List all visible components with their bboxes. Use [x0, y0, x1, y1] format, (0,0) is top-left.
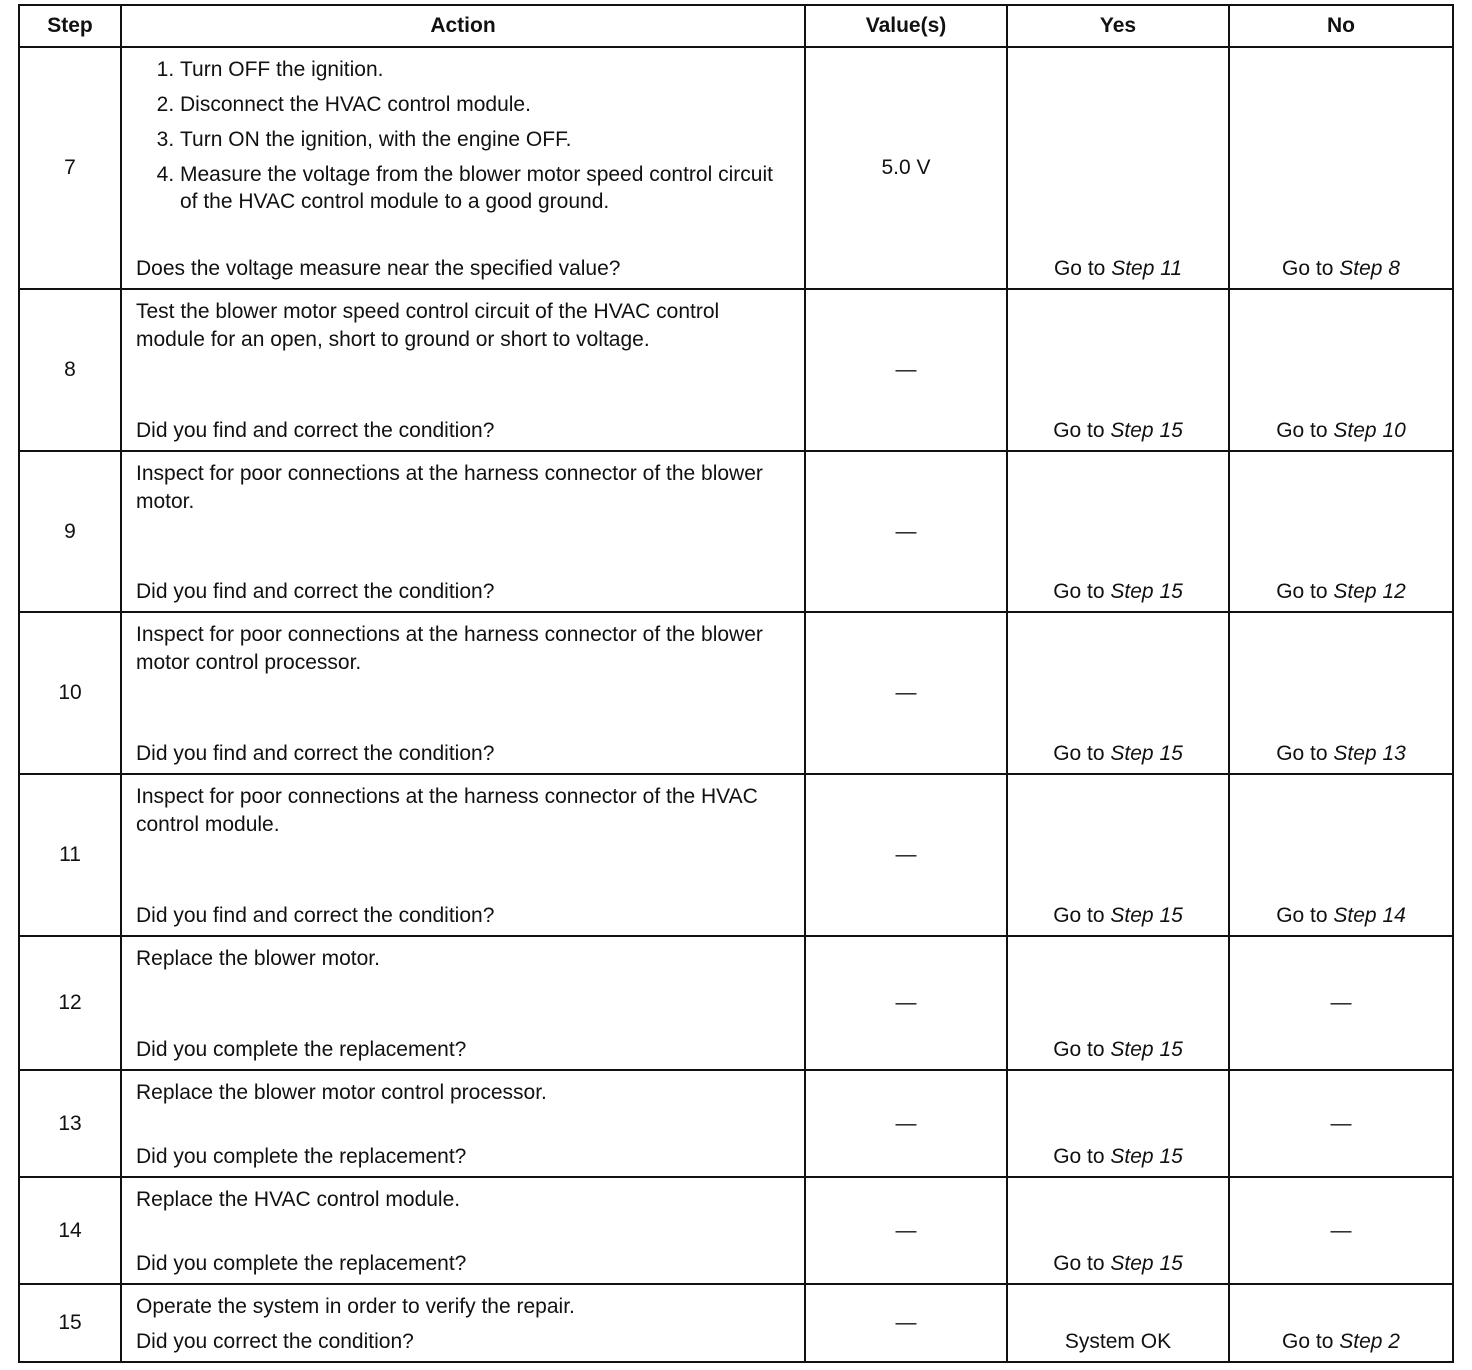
- yes-goto: Go to Step 15: [1053, 580, 1183, 603]
- step-number: 12: [19, 936, 121, 1070]
- step-number: 13: [19, 1070, 121, 1177]
- yes-goto: Go to Step 15: [1053, 742, 1183, 765]
- action-question: Did you find and correct the condition?: [136, 580, 495, 603]
- step-number: 7: [19, 47, 121, 289]
- step-number: 8: [19, 289, 121, 451]
- step-number: 10: [19, 612, 121, 774]
- yes-cell: [1007, 774, 1229, 936]
- table-row: [19, 936, 1453, 1070]
- action-question: Did you find and correct the condition?: [136, 904, 495, 927]
- list-item: 4. Measure the voltage from the blower motor speed control circuit of the HVAC control module to a good ground.: [180, 161, 790, 215]
- value-cell: —: [805, 612, 1007, 774]
- action-question: Did you complete the replacement?: [136, 1038, 467, 1061]
- action-text: Inspect for poor connections at the harness connector of the HVAC control module.: [136, 785, 758, 836]
- action-text: Replace the blower motor.: [136, 947, 380, 970]
- action-text: Inspect for poor connections at the harness connector of the blower motor control processor.: [136, 623, 763, 674]
- action-cell: [121, 451, 805, 612]
- list-item: 3. Turn ON the ignition, with the engine OFF.: [180, 126, 790, 153]
- yes-goto: Go to Step 15: [1053, 1145, 1183, 1168]
- table-row: [19, 451, 1453, 612]
- value-cell: —: [805, 1177, 1007, 1284]
- yes-goto: Go to Step 15: [1053, 419, 1183, 442]
- action-text: Replace the blower motor control processor.: [136, 1081, 547, 1104]
- yes-cell: [1007, 289, 1229, 451]
- table-row: [19, 1070, 1453, 1177]
- table-row: [19, 1284, 1453, 1362]
- action-question: Did you complete the replacement?: [136, 1145, 467, 1168]
- action-cell: [121, 1070, 805, 1177]
- action-text: Inspect for poor connections at the harness connector of the blower motor.: [136, 462, 763, 513]
- table-row: [19, 289, 1453, 451]
- value-cell: 5.0 V: [805, 47, 1007, 289]
- no-goto: Go to Step 13: [1276, 742, 1406, 765]
- no-cell: [1229, 451, 1453, 612]
- no-cell: —: [1229, 1070, 1453, 1177]
- no-cell: [1229, 289, 1453, 451]
- yes-cell: [1007, 451, 1229, 612]
- yes-goto: Go to Step 11: [1053, 257, 1183, 280]
- yes-cell: [1007, 1070, 1229, 1177]
- no-cell: —: [1229, 936, 1453, 1070]
- header-action: Action: [121, 5, 805, 47]
- yes-goto: Go to Step 15: [1053, 1038, 1183, 1061]
- yes-goto: Go to Step 15: [1053, 1252, 1183, 1275]
- no-cell: [1229, 47, 1453, 289]
- action-question: Did you complete the replacement?: [136, 1252, 467, 1275]
- yes-cell: [1007, 47, 1229, 289]
- header-no: No: [1229, 5, 1453, 47]
- step-number: 15: [19, 1284, 121, 1362]
- action-text: Test the blower motor speed control circuit of the HVAC control module for an open, short to ground or short to voltage.: [136, 300, 720, 351]
- no-cell: [1229, 612, 1453, 774]
- action-question: Did you find and correct the condition?: [136, 419, 495, 442]
- no-cell: —: [1229, 1177, 1453, 1284]
- action-text: Operate the system in order to verify the repair.: [136, 1295, 575, 1318]
- no-goto: Go to Step 10: [1276, 419, 1406, 442]
- yes-cell: [1007, 936, 1229, 1070]
- header-step: Step: [19, 5, 121, 47]
- yes-cell: [1007, 1284, 1229, 1362]
- table-row: [19, 47, 1453, 289]
- step-number: 9: [19, 451, 121, 612]
- action-question: Does the voltage measure near the specified value?: [136, 257, 621, 280]
- header-row: [19, 5, 1453, 47]
- table-row: [19, 612, 1453, 774]
- no-cell: [1229, 774, 1453, 936]
- diagnostic-table: [18, 4, 1454, 1363]
- action-cell: [121, 774, 805, 936]
- action-text: Replace the HVAC control module.: [136, 1188, 461, 1211]
- no-goto: Go to Step 2: [1282, 1330, 1400, 1353]
- action-cell: [121, 1284, 805, 1362]
- value-cell: —: [805, 1070, 1007, 1177]
- action-cell: [121, 936, 805, 1070]
- action-cell: [121, 1177, 805, 1284]
- step-number: 14: [19, 1177, 121, 1284]
- action-cell: [121, 289, 805, 451]
- no-cell: [1229, 1284, 1453, 1362]
- action-cell: [121, 612, 805, 774]
- action-list: [122, 56, 790, 215]
- yes-cell: [1007, 1177, 1229, 1284]
- value-cell: —: [805, 1284, 1007, 1362]
- yes-cell: [1007, 612, 1229, 774]
- no-goto: Go to Step 14: [1276, 904, 1406, 927]
- table-row: [19, 1177, 1453, 1284]
- action-question: Did you find and correct the condition?: [136, 742, 495, 765]
- list-item: 1. Turn OFF the ignition.: [180, 56, 790, 83]
- yes-goto: Go to Step 15: [1053, 904, 1183, 927]
- step-number: 11: [19, 774, 121, 936]
- action-question: Did you correct the condition?: [136, 1330, 414, 1353]
- yes-result: System OK: [1064, 1330, 1172, 1353]
- table-row: [19, 774, 1453, 936]
- header-values: Value(s): [805, 5, 1007, 47]
- value-cell: —: [805, 774, 1007, 936]
- header-yes: Yes: [1007, 5, 1229, 47]
- value-cell: —: [805, 289, 1007, 451]
- value-cell: —: [805, 936, 1007, 1070]
- action-cell: [121, 47, 805, 289]
- no-goto: Go to Step 8: [1282, 257, 1400, 280]
- no-goto: Go to Step 12: [1276, 580, 1406, 603]
- value-cell: —: [805, 451, 1007, 612]
- list-item: 2. Disconnect the HVAC control module.: [180, 91, 790, 118]
